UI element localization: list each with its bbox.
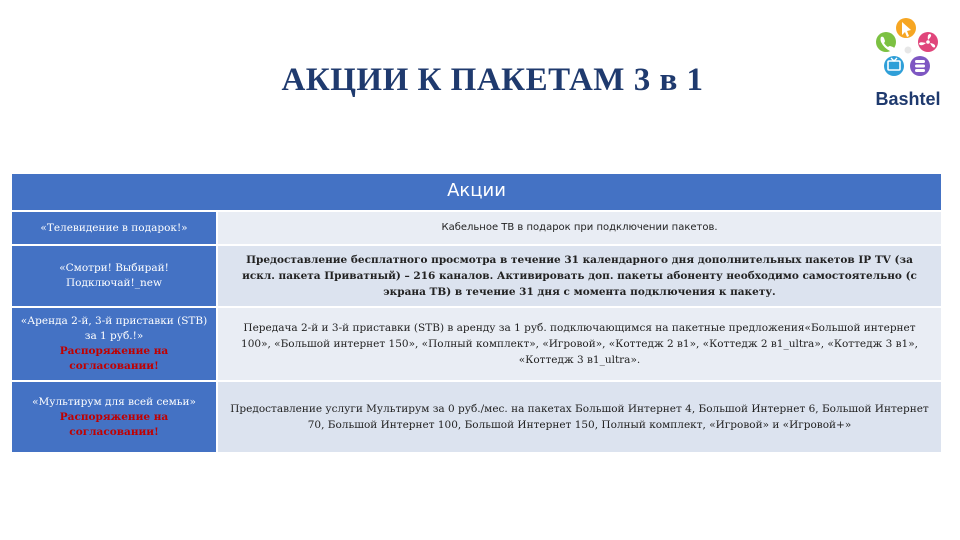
approval-note: Распоряжение на согласовании! [59, 410, 169, 438]
promo-name-cell [12, 212, 218, 244]
promo-name-cell [12, 382, 218, 452]
promo-name: «Мультирум для всей семьи» [32, 395, 196, 408]
promo-name: «Телевидение в подарок!» [40, 221, 188, 234]
table-row [12, 306, 941, 380]
bashtel-logo [868, 16, 948, 116]
promo-description-cell [218, 382, 941, 452]
promo-name-cell [12, 246, 218, 306]
table-row [12, 380, 941, 452]
table-header: Акции [12, 174, 941, 210]
phone-icon [876, 32, 896, 52]
approval-note: Распоряжение на согласовании! [59, 345, 169, 372]
promo-description: Предоставление бесплатного просмотра в течение 31 календарного дня дополнительных пакетов IP TV (за искл. пакета Приватный) – 216 каналов. Активировать доп. пакеты абоненту необходимо самостоятельно (с экрана ТВ) в течение 31 дня с момента подключения к пакету. [242, 254, 917, 298]
promo-name: «Аренда 2-й, 3-й приставки (STB) за 1 руб.!» [20, 315, 208, 342]
promo-name: «Смотри! Выбирай! Подключай!_new [59, 262, 169, 289]
promo-description: Кабельное ТВ в подарок при подключении пакетов. [441, 222, 718, 233]
promo-description-cell [218, 246, 941, 306]
promo-name-cell [12, 308, 218, 380]
tv-icon [884, 56, 904, 76]
slide-title: АКЦИИ К ПАКЕТАМ 3 в 1 [281, 62, 704, 98]
database-icon [910, 56, 930, 76]
cursor-icon [896, 18, 916, 38]
fan-icon [918, 32, 938, 52]
promo-description-cell [218, 308, 941, 380]
logo-graphic [868, 16, 948, 88]
promo-description: Предоставление услуги Мультирум за 0 руб./мес. на пакетах Большой Интернет 4, Большой Интернет 6, Большой Интернет 70, Большой Интернет 100, Большой Интернет 150, Полный комплект, «Игровой» и «Игровой+» [230, 403, 929, 431]
logo-hub [905, 47, 912, 54]
promo-description-cell [218, 212, 941, 244]
logo-text: Bashtel [875, 89, 941, 109]
promotions-table [12, 174, 941, 452]
promo-description: Передача 2-й и 3-й приставки (STB) в аренду за 1 руб. подключающимся на пакетные предложения«Большой интернет 100», «Большой интернет 150», «Полный комплект», «Игровой», «Коттедж 2 в1», «Коттедж 2 в1_ultra», «Коттедж 3 в1», «Коттедж 3 в1_ultra». [241, 322, 918, 366]
table-row [12, 244, 941, 306]
table-row [12, 210, 941, 244]
